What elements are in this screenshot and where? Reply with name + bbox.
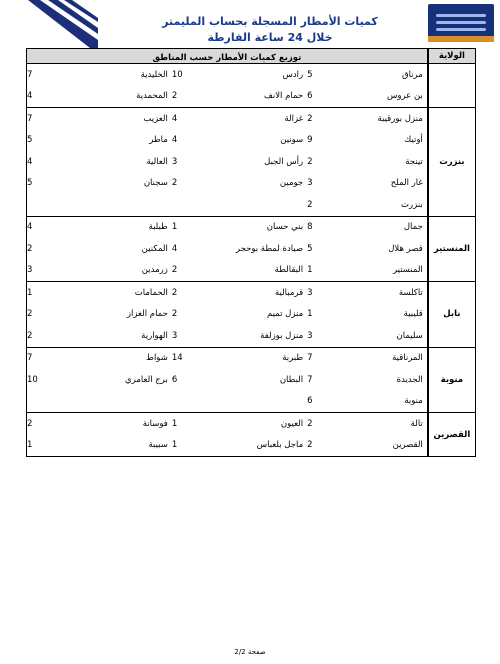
rainfall-value: 1: [307, 309, 313, 320]
table-row: [27, 108, 476, 130]
station-name: [230, 391, 308, 413]
station-name: بني حسان: [266, 222, 304, 233]
station-name: المرناقية: [392, 353, 423, 364]
rainfall-value: 2: [171, 287, 178, 298]
station-name: ماجل بلعباس: [230, 435, 308, 457]
table-row: [27, 435, 476, 457]
station-name: البطان: [279, 374, 304, 385]
rainfall-value: 2: [27, 304, 88, 326]
governorate-cell: المنستير: [428, 216, 476, 282]
station-name: زرمدين: [88, 260, 172, 282]
station-name: غار الملح: [390, 178, 423, 189]
page-title: [120, 14, 420, 46]
rainfall-value: 7: [27, 347, 88, 369]
rainfall-value: 2: [27, 413, 88, 435]
rainfall-value: 14: [171, 353, 183, 364]
rainfall-value: 5: [27, 130, 88, 152]
rainfall-value: 3: [171, 156, 178, 167]
station-name: فوسانة: [142, 418, 168, 429]
station-name: جمال: [403, 222, 423, 233]
rainfall-value: 3: [307, 325, 359, 347]
rainfall-value: 6: [307, 86, 359, 108]
station-name: المحمدية: [88, 86, 172, 108]
table-row: [27, 86, 476, 108]
station-name: سونين: [280, 135, 304, 146]
rainfall-value: 2: [307, 194, 359, 216]
header-distribution: توزيع كميات الأمطار حسب المناطق: [27, 53, 428, 64]
station-name: سبيبة: [88, 435, 172, 457]
table-row: [27, 391, 476, 413]
rainfall-value: 10: [171, 69, 183, 80]
rainfall-value: 2: [171, 178, 178, 189]
table-row: [27, 238, 476, 260]
rainfall-value: 2: [27, 238, 88, 260]
rainfall-value: 4: [27, 216, 88, 238]
header-region: الولاية: [428, 49, 476, 64]
rainfall-table: [26, 48, 476, 457]
rainfall-value: 2: [172, 86, 230, 108]
rainfall-value: 7: [27, 108, 88, 130]
rainfall-value: 4: [27, 86, 88, 108]
rainfall-value: 4: [171, 243, 178, 254]
station-name: رأس الجبل: [264, 156, 304, 167]
table-row: [27, 151, 476, 173]
station-name: جومين: [279, 178, 304, 189]
governorate-cell: بنزرت: [428, 108, 476, 217]
station-name: بنزرت: [360, 194, 428, 216]
rainfall-value: 3: [27, 260, 88, 282]
governorate-cell: القصرين: [428, 413, 476, 457]
station-name: منزل بورقيبة: [377, 113, 423, 124]
station-name: البقالطة: [230, 260, 308, 282]
station-name: منزل تميم: [266, 309, 304, 320]
table-row: [27, 194, 476, 216]
page-number: صفحة 2/2: [234, 648, 266, 656]
rainfall-value: [172, 194, 230, 216]
table-row: [27, 369, 476, 391]
table-row: [27, 64, 476, 86]
station-name: [88, 194, 172, 216]
rainfall-value: 2: [307, 435, 359, 457]
station-name: منوبة: [360, 391, 428, 413]
station-name: المنستير: [360, 260, 428, 282]
rainfall-value: 3: [307, 287, 313, 298]
station-name: مرناق: [401, 69, 423, 80]
table-row: [27, 304, 476, 326]
governorate-cell: منوبة: [428, 347, 476, 413]
governorate-cell: [428, 64, 476, 108]
station-name: سليمان: [360, 325, 428, 347]
rainfall-value: 8: [307, 222, 313, 233]
table-row: [27, 260, 476, 282]
rainfall-value: 2: [171, 309, 178, 320]
rainfall-value: 2: [307, 156, 313, 167]
table-row: [27, 325, 476, 347]
station-name: المكنين: [141, 243, 168, 254]
station-name: [230, 194, 308, 216]
rainfall-value: 2: [307, 113, 313, 124]
rainfall-value: 4: [171, 113, 178, 124]
rainfall-value: 6: [307, 391, 359, 413]
station-name: صيادة لمطة بوحجر: [235, 243, 304, 254]
rainfall-value: 2: [27, 325, 88, 347]
rainfall-value: 5: [307, 243, 313, 254]
institution-logo: [428, 4, 494, 42]
rainfall-value: 7: [307, 374, 313, 385]
title-line-1: كميات الأمطار المسجلة بحساب المليمتر: [162, 15, 378, 28]
rainfall-value: 1: [171, 222, 178, 233]
station-name: حمام الانف: [230, 86, 308, 108]
station-name: قرمبالية: [274, 287, 304, 298]
rainfall-value: 4: [171, 135, 178, 146]
rainfall-value: 1: [27, 282, 88, 304]
station-name: طبربة: [282, 353, 304, 364]
station-name: القصرين: [360, 435, 428, 457]
station-name: أوتيك: [404, 135, 423, 146]
station-name: الحمامات: [134, 287, 168, 298]
rainfall-value: 6: [171, 374, 178, 385]
station-name: الهوارية: [88, 325, 172, 347]
station-name: سجنان: [143, 178, 168, 189]
governorate-cell: نابل: [428, 282, 476, 348]
rainfall-value: 1: [307, 260, 359, 282]
rainfall-value: 2: [172, 260, 230, 282]
station-name: تينجة: [405, 156, 423, 167]
station-name: الجديدة: [396, 374, 423, 385]
station-name: الخليدية: [140, 69, 168, 80]
rainfall-value: 5: [307, 69, 313, 80]
table-row: [27, 216, 476, 238]
rainfall-value: [27, 391, 88, 413]
rainfall-value: 1: [27, 435, 88, 457]
rainfall-value: 2: [307, 418, 313, 429]
title-line-2: خلال 24 ساعة الفارطة: [207, 31, 333, 44]
station-name: منزل بوزلفة: [230, 325, 308, 347]
station-name: تالة: [410, 418, 423, 429]
rainfall-value: 5: [27, 173, 88, 195]
station-name: شواط: [146, 353, 168, 364]
station-name: العالية: [146, 156, 168, 167]
station-name: برج العامري: [125, 374, 168, 385]
station-name: طبلبة: [148, 222, 168, 233]
rainfall-value: [27, 194, 88, 216]
rainfall-value: 7: [27, 64, 88, 86]
rainfall-value: [172, 391, 230, 413]
decorative-stripes: [28, 0, 98, 48]
station-name: تاكلسة: [398, 287, 423, 298]
station-name: بن عروس: [360, 86, 428, 108]
station-name: قصر هلال: [388, 243, 423, 254]
rainfall-value: 1: [172, 435, 230, 457]
station-name: قليبية: [403, 309, 423, 320]
table-row: [27, 282, 476, 304]
station-name: ماطر: [149, 135, 168, 146]
rainfall-value: 4: [27, 151, 88, 173]
table-row: [27, 130, 476, 152]
station-name: [88, 391, 172, 413]
rainfall-value: 1: [171, 418, 178, 429]
rainfall-value: 7: [307, 353, 313, 364]
rainfall-value: 3: [307, 178, 313, 189]
station-name: حمام الغزاز: [126, 309, 168, 320]
rainfall-value: 3: [172, 325, 230, 347]
station-name: العيون: [280, 418, 304, 429]
station-name: غزالة: [284, 113, 304, 124]
table-row: [27, 173, 476, 195]
rainfall-value: 10: [27, 369, 88, 391]
rainfall-value: 9: [307, 135, 313, 146]
table-row: [27, 413, 476, 435]
table-row: [27, 347, 476, 369]
station-name: رادس: [282, 69, 304, 80]
station-name: العزيب: [143, 113, 168, 124]
